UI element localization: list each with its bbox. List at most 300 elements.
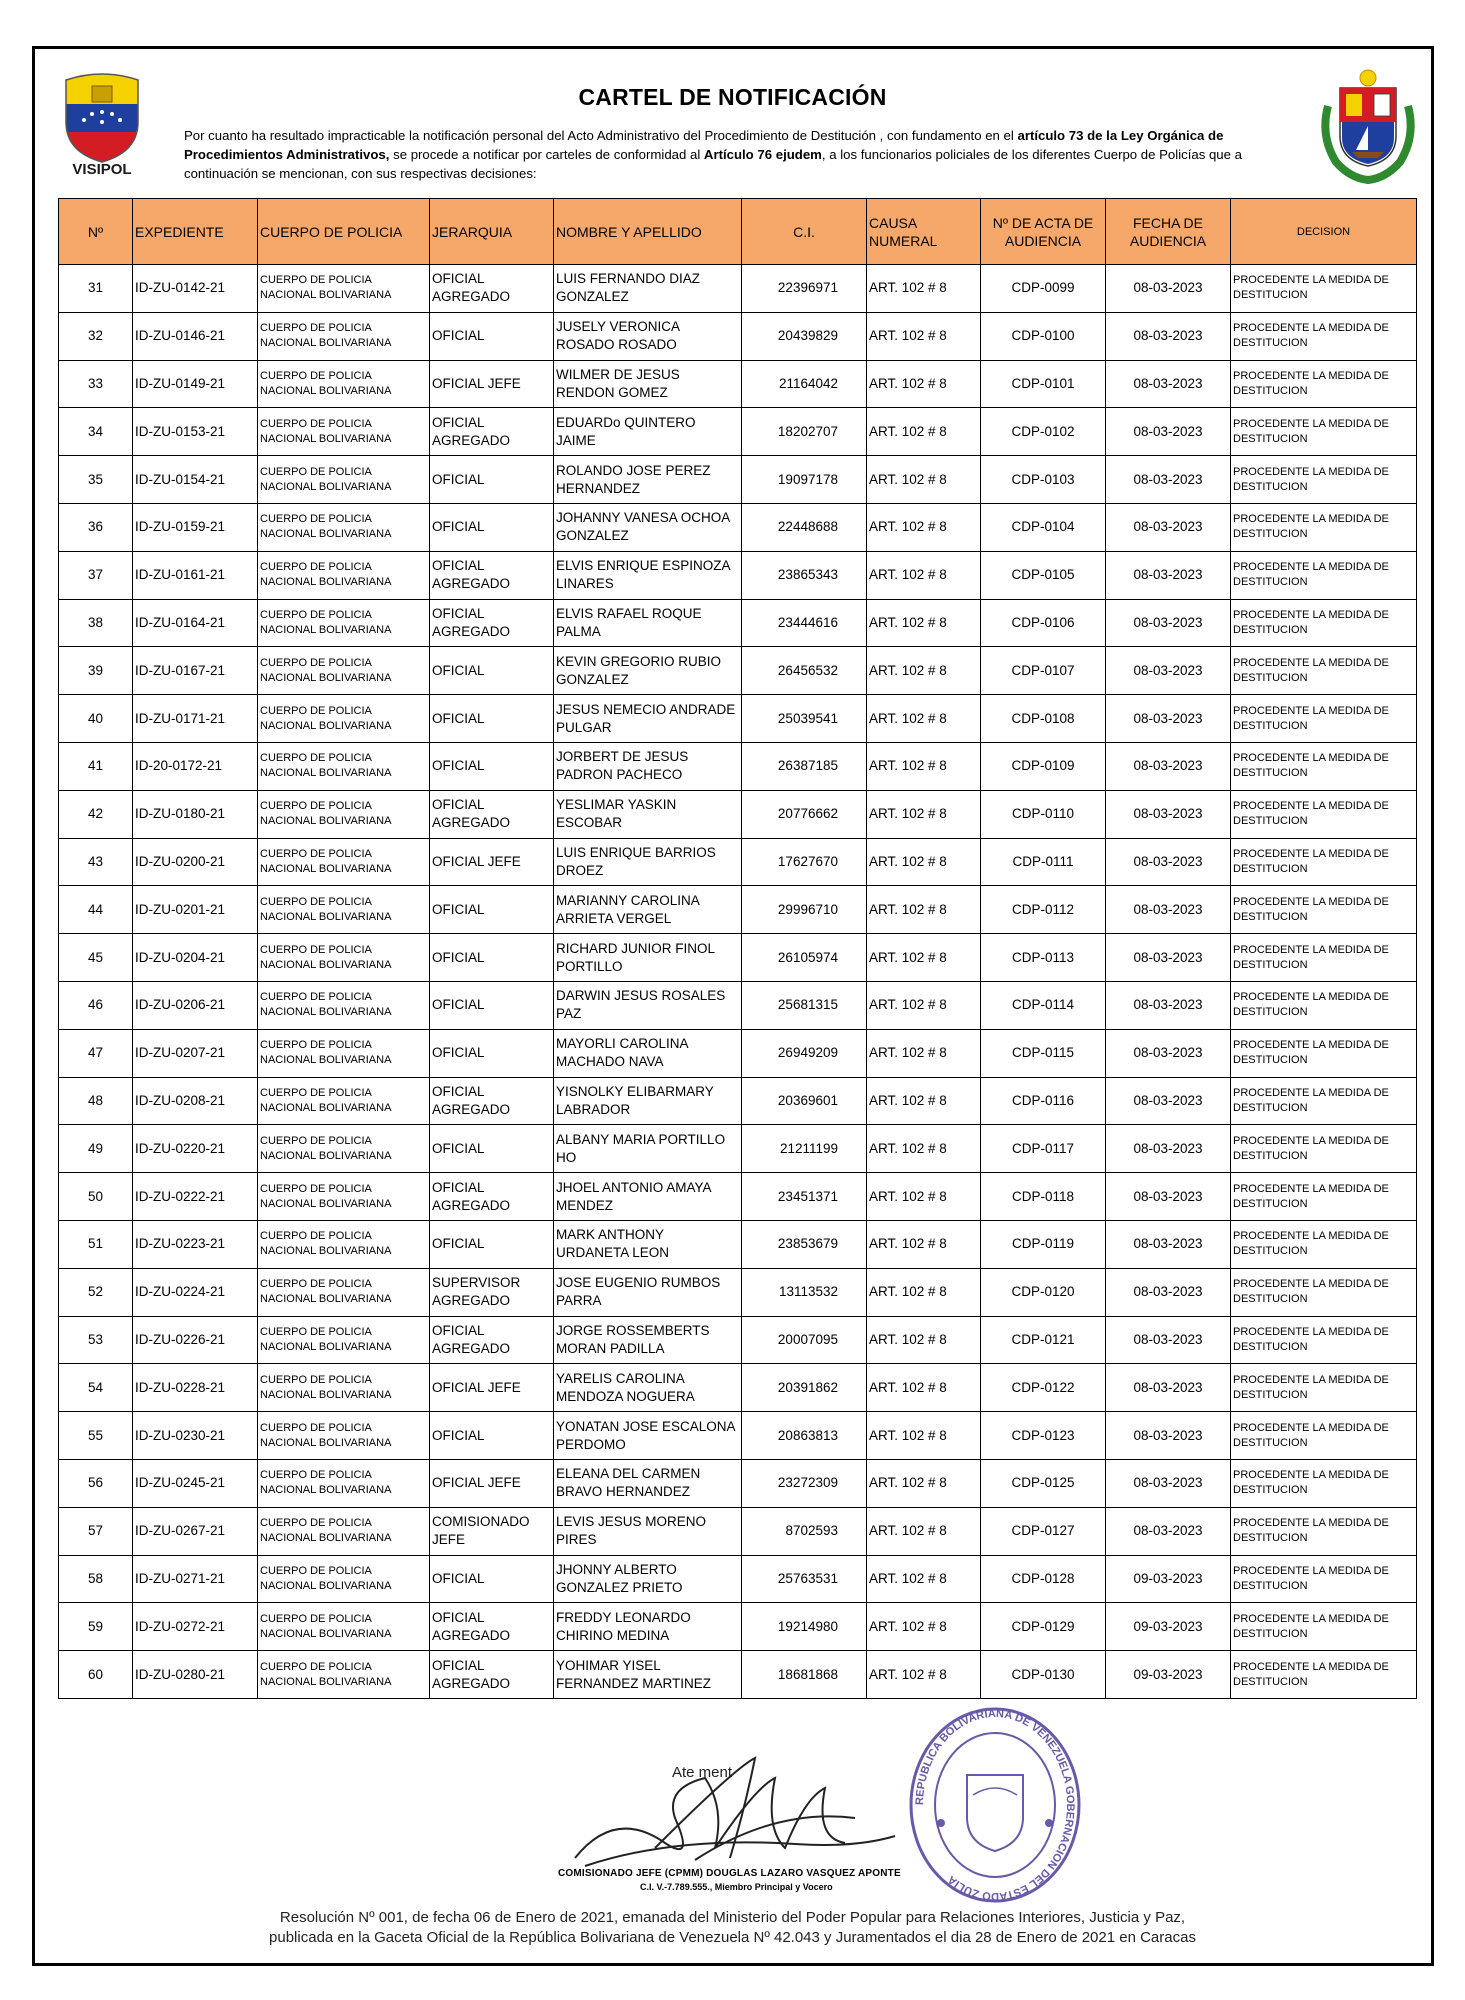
cell-expediente: ID-ZU-0201-21 [133,886,258,934]
cell-decision: PROCEDENTE LA MEDIDA DE DESTITUCION [1231,551,1417,599]
cell-nombre: ALBANY MARIA PORTILLO HO [554,1125,742,1173]
cell-acta: CDP-0120 [981,1268,1106,1316]
cell-cuerpo: CUERPO DE POLICIA NACIONAL BOLIVARIANA [258,1077,430,1125]
cell-decision: PROCEDENTE LA MEDIDA DE DESTITUCION [1231,790,1417,838]
cell-num: 34 [59,408,133,456]
notification-table [58,198,1417,1699]
cell-decision: PROCEDENTE LA MEDIDA DE DESTITUCION [1231,360,1417,408]
svg-text:VISIPOL: VISIPOL [72,161,132,178]
cell-jerarquia: OFICIAL JEFE [430,1459,554,1507]
cell-acta: CDP-0101 [981,360,1106,408]
table-row [59,1125,1417,1173]
cell-cuerpo: CUERPO DE POLICIA NACIONAL BOLIVARIANA [258,1603,430,1651]
cell-fecha: 08-03-2023 [1106,981,1231,1029]
cell-expediente: ID-ZU-0230-21 [133,1412,258,1460]
cell-jerarquia: OFICIAL AGREGADO [430,1651,554,1699]
cell-decision: PROCEDENTE LA MEDIDA DE DESTITUCION [1231,408,1417,456]
cell-fecha: 08-03-2023 [1106,1125,1231,1173]
cell-expediente: ID-ZU-0146-21 [133,312,258,360]
cell-jerarquia: OFICIAL [430,503,554,551]
table-row [59,934,1417,982]
cell-expediente: ID-ZU-0224-21 [133,1268,258,1316]
cell-ci: 18202707 [742,408,867,456]
cell-causa: ART. 102 # 8 [867,1459,981,1507]
cell-num: 46 [59,981,133,1029]
cell-nombre: JOHANNY VANESA OCHOA GONZALEZ [554,503,742,551]
header-fecha: FECHA DE AUDIENCIA [1106,199,1231,265]
cell-causa: ART. 102 # 8 [867,1651,981,1699]
cell-jerarquia: OFICIAL [430,981,554,1029]
cell-cuerpo: CUERPO DE POLICIA NACIONAL BOLIVARIANA [258,312,430,360]
cell-num: 51 [59,1220,133,1268]
table-row [59,1603,1417,1651]
cell-jerarquia: OFICIAL JEFE [430,360,554,408]
cell-ci: 13113532 [742,1268,867,1316]
cell-fecha: 08-03-2023 [1106,265,1231,313]
cell-nombre: YESLIMAR YASKIN ESCOBAR [554,790,742,838]
cell-num: 33 [59,360,133,408]
svg-text:REPUBLICA BOLIVARIANA DE VENEZ: REPUBLICA BOLIVARIANA DE VENEZUELA GOBERNACION DEL ESTADO ZULIA [913,1707,1077,1903]
cell-expediente: ID-ZU-0271-21 [133,1555,258,1603]
cell-cuerpo: CUERPO DE POLICIA NACIONAL BOLIVARIANA [258,1173,430,1221]
cell-expediente: ID-ZU-0222-21 [133,1173,258,1221]
cell-causa: ART. 102 # 8 [867,503,981,551]
cell-nombre: YARELIS CAROLINA MENDOZA NOGUERA [554,1364,742,1412]
header-num: Nº [59,199,133,265]
cell-ci: 23444616 [742,599,867,647]
cell-causa: ART. 102 # 8 [867,934,981,982]
cell-cuerpo: CUERPO DE POLICIA NACIONAL BOLIVARIANA [258,1459,430,1507]
table-row [59,838,1417,886]
cell-expediente: ID-ZU-0171-21 [133,695,258,743]
header-expediente: EXPEDIENTE [133,199,258,265]
cell-ci: 21211199 [742,1125,867,1173]
cell-acta: CDP-0106 [981,599,1106,647]
cell-decision: PROCEDENTE LA MEDIDA DE DESTITUCION [1231,1603,1417,1651]
cell-fecha: 08-03-2023 [1106,1077,1231,1125]
cell-nombre: JORGE ROSSEMBERTS MORAN PADILLA [554,1316,742,1364]
table-row [59,1316,1417,1364]
cell-fecha: 08-03-2023 [1106,1268,1231,1316]
cell-fecha: 08-03-2023 [1106,1173,1231,1221]
cell-expediente: ID-ZU-0207-21 [133,1029,258,1077]
cell-causa: ART. 102 # 8 [867,599,981,647]
table-row [59,981,1417,1029]
cell-ci: 23272309 [742,1459,867,1507]
cell-ci: 26105974 [742,934,867,982]
cell-nombre: JORBERT DE JESUS PADRON PACHECO [554,742,742,790]
table-row [59,1268,1417,1316]
table-row [59,1507,1417,1555]
cell-num: 54 [59,1364,133,1412]
table-row [59,1555,1417,1603]
cell-decision: PROCEDENTE LA MEDIDA DE DESTITUCION [1231,1507,1417,1555]
cell-expediente: ID-20-0172-21 [133,742,258,790]
cell-acta: CDP-0117 [981,1125,1106,1173]
cell-decision: PROCEDENTE LA MEDIDA DE DESTITUCION [1231,312,1417,360]
cell-decision: PROCEDENTE LA MEDIDA DE DESTITUCION [1231,981,1417,1029]
table-row [59,886,1417,934]
cell-num: 32 [59,312,133,360]
cell-jerarquia: OFICIAL [430,742,554,790]
cell-cuerpo: CUERPO DE POLICIA NACIONAL BOLIVARIANA [258,1220,430,1268]
cell-num: 49 [59,1125,133,1173]
cell-num: 37 [59,551,133,599]
cell-cuerpo: CUERPO DE POLICIA NACIONAL BOLIVARIANA [258,503,430,551]
cell-jerarquia: OFICIAL [430,1220,554,1268]
cell-acta: CDP-0118 [981,1173,1106,1221]
cell-expediente: ID-ZU-0208-21 [133,1077,258,1125]
cell-cuerpo: CUERPO DE POLICIA NACIONAL BOLIVARIANA [258,599,430,647]
cell-causa: ART. 102 # 8 [867,1364,981,1412]
cell-expediente: ID-ZU-0167-21 [133,647,258,695]
cell-jerarquia: OFICIAL [430,934,554,982]
cell-nombre: YISNOLKY ELIBARMARY LABRADOR [554,1077,742,1125]
cell-decision: PROCEDENTE LA MEDIDA DE DESTITUCION [1231,265,1417,313]
cell-ci: 18681868 [742,1651,867,1699]
cell-acta: CDP-0125 [981,1459,1106,1507]
cell-num: 60 [59,1651,133,1699]
cell-cuerpo: CUERPO DE POLICIA NACIONAL BOLIVARIANA [258,981,430,1029]
header-nombre: NOMBRE Y APELLIDO [554,199,742,265]
cell-fecha: 08-03-2023 [1106,1507,1231,1555]
cell-nombre: MARK ANTHONY URDANETA LEON [554,1220,742,1268]
cell-num: 44 [59,886,133,934]
cell-ci: 20391862 [742,1364,867,1412]
table-header-row [59,199,1417,265]
cell-expediente: ID-ZU-0206-21 [133,981,258,1029]
cell-num: 35 [59,456,133,504]
cell-num: 56 [59,1459,133,1507]
cell-expediente: ID-ZU-0159-21 [133,503,258,551]
cell-acta: CDP-0115 [981,1029,1106,1077]
cell-fecha: 08-03-2023 [1106,551,1231,599]
cell-decision: PROCEDENTE LA MEDIDA DE DESTITUCION [1231,934,1417,982]
cell-ci: 20007095 [742,1316,867,1364]
cell-decision: PROCEDENTE LA MEDIDA DE DESTITUCION [1231,1268,1417,1316]
cell-fecha: 08-03-2023 [1106,934,1231,982]
header-decision: DECISION [1231,199,1417,265]
cell-causa: ART. 102 # 8 [867,695,981,743]
cell-cuerpo: CUERPO DE POLICIA NACIONAL BOLIVARIANA [258,934,430,982]
cell-acta: CDP-0108 [981,695,1106,743]
cell-expediente: ID-ZU-0223-21 [133,1220,258,1268]
cell-causa: ART. 102 # 8 [867,360,981,408]
signer-role: C.I. V.-7.789.555., Miembro Principal y Vocero [640,1882,833,1892]
signer-name: COMISIONADO JEFE (CPMM) DOUGLAS LAZARO VASQUEZ APONTE [558,1868,901,1879]
cell-jerarquia: OFICIAL AGREGADO [430,599,554,647]
cell-acta: CDP-0129 [981,1603,1106,1651]
cell-cuerpo: CUERPO DE POLICIA NACIONAL BOLIVARIANA [258,1651,430,1699]
footer-line-2: publicada en la Gaceta Oficial de la República Bolivariana de Venezuela Nº 42.043 y Juramentados el dia 28 de Enero de 2021 en Caracas [269,1929,1196,1946]
cell-causa: ART. 102 # 8 [867,1029,981,1077]
cell-num: 59 [59,1603,133,1651]
cell-decision: PROCEDENTE LA MEDIDA DE DESTITUCION [1231,1651,1417,1699]
cell-cuerpo: CUERPO DE POLICIA NACIONAL BOLIVARIANA [258,360,430,408]
cell-acta: CDP-0127 [981,1507,1106,1555]
cell-num: 36 [59,503,133,551]
cell-ci: 21164042 [742,360,867,408]
cell-jerarquia: OFICIAL [430,312,554,360]
table-row [59,1412,1417,1460]
cell-nombre: LUIS FERNANDO DIAZ GONZALEZ [554,265,742,313]
official-seal-stamp [905,1705,1085,1905]
cell-acta: CDP-0123 [981,1412,1106,1460]
cell-acta: CDP-0128 [981,1555,1106,1603]
cell-nombre: WILMER DE JESUS RENDON GOMEZ [554,360,742,408]
cell-cuerpo: CUERPO DE POLICIA NACIONAL BOLIVARIANA [258,790,430,838]
cell-nombre: MAYORLI CAROLINA MACHADO NAVA [554,1029,742,1077]
cell-decision: PROCEDENTE LA MEDIDA DE DESTITUCION [1231,503,1417,551]
cell-num: 42 [59,790,133,838]
cell-acta: CDP-0102 [981,408,1106,456]
cell-cuerpo: CUERPO DE POLICIA NACIONAL BOLIVARIANA [258,695,430,743]
cell-causa: ART. 102 # 8 [867,551,981,599]
cell-causa: ART. 102 # 8 [867,886,981,934]
cell-decision: PROCEDENTE LA MEDIDA DE DESTITUCION [1231,1555,1417,1603]
cell-fecha: 08-03-2023 [1106,408,1231,456]
cell-ci: 25681315 [742,981,867,1029]
table-row [59,695,1417,743]
cell-nombre: MARIANNY CAROLINA ARRIETA VERGEL [554,886,742,934]
cell-nombre: JESUS NEMECIO ANDRADE PULGAR [554,695,742,743]
cell-nombre: FREDDY LEONARDO CHIRINO MEDINA [554,1603,742,1651]
cell-fecha: 09-03-2023 [1106,1555,1231,1603]
footer-line-1: Resolución Nº 001, de fecha 06 de Enero de 2021, emanada del Ministerio del Poder Popular para Relaciones Interiores, Justicia y Paz, [279,1909,1186,1926]
cell-decision: PROCEDENTE LA MEDIDA DE DESTITUCION [1231,1364,1417,1412]
cell-jerarquia: OFICIAL [430,1412,554,1460]
cell-causa: ART. 102 # 8 [867,1125,981,1173]
header-ci: C.I. [742,199,867,265]
cell-nombre: JUSELY VERONICA ROSADO ROSADO [554,312,742,360]
cell-decision: PROCEDENTE LA MEDIDA DE DESTITUCION [1231,456,1417,504]
cell-decision: PROCEDENTE LA MEDIDA DE DESTITUCION [1231,1173,1417,1221]
cell-expediente: ID-ZU-0204-21 [133,934,258,982]
cell-cuerpo: CUERPO DE POLICIA NACIONAL BOLIVARIANA [258,551,430,599]
cell-decision: PROCEDENTE LA MEDIDA DE DESTITUCION [1231,1220,1417,1268]
cell-cuerpo: CUERPO DE POLICIA NACIONAL BOLIVARIANA [258,1507,430,1555]
cell-cuerpo: CUERPO DE POLICIA NACIONAL BOLIVARIANA [258,1412,430,1460]
cell-cuerpo: CUERPO DE POLICIA NACIONAL BOLIVARIANA [258,1268,430,1316]
cell-fecha: 09-03-2023 [1106,1651,1231,1699]
cell-acta: CDP-0112 [981,886,1106,934]
cell-ci: 23853679 [742,1220,867,1268]
cell-causa: ART. 102 # 8 [867,1412,981,1460]
table-row [59,1173,1417,1221]
cell-nombre: JOSE EUGENIO RUMBOS PARRA [554,1268,742,1316]
cell-causa: ART. 102 # 8 [867,647,981,695]
cell-cuerpo: CUERPO DE POLICIA NACIONAL BOLIVARIANA [258,838,430,886]
cell-cuerpo: CUERPO DE POLICIA NACIONAL BOLIVARIANA [258,742,430,790]
cell-decision: PROCEDENTE LA MEDIDA DE DESTITUCION [1231,1029,1417,1077]
cell-acta: CDP-0116 [981,1077,1106,1125]
cell-causa: ART. 102 # 8 [867,1507,981,1555]
cell-num: 40 [59,695,133,743]
cell-fecha: 08-03-2023 [1106,1029,1231,1077]
cell-num: 58 [59,1555,133,1603]
cell-expediente: ID-ZU-0280-21 [133,1651,258,1699]
cell-causa: ART. 102 # 8 [867,1316,981,1364]
cell-jerarquia: OFICIAL [430,886,554,934]
cell-fecha: 08-03-2023 [1106,599,1231,647]
cell-expediente: ID-ZU-0267-21 [133,1507,258,1555]
cell-num: 50 [59,1173,133,1221]
cell-num: 45 [59,934,133,982]
cell-acta: CDP-0122 [981,1364,1106,1412]
table-row [59,647,1417,695]
cell-num: 41 [59,742,133,790]
document-title: CARTEL DE NOTIFICACIÓN [578,84,887,110]
table-row [59,599,1417,647]
cell-num: 31 [59,265,133,313]
cell-jerarquia: OFICIAL [430,1125,554,1173]
cell-ci: 17627670 [742,838,867,886]
cell-ci: 23865343 [742,551,867,599]
cell-jerarquia: OFICIAL [430,456,554,504]
table-row [59,1077,1417,1125]
handwritten-signature [555,1748,915,1883]
cell-causa: ART. 102 # 8 [867,265,981,313]
cell-ci: 26949209 [742,1029,867,1077]
cell-nombre: YONATAN JOSE ESCALONA PERDOMO [554,1412,742,1460]
cell-acta: CDP-0110 [981,790,1106,838]
cell-nombre: JHONNY ALBERTO GONZALEZ PRIETO [554,1555,742,1603]
cell-num: 53 [59,1316,133,1364]
cell-cuerpo: CUERPO DE POLICIA NACIONAL BOLIVARIANA [258,1316,430,1364]
cell-nombre: KEVIN GREGORIO RUBIO GONZALEZ [554,647,742,695]
cell-ci: 26387185 [742,742,867,790]
cell-cuerpo: CUERPO DE POLICIA NACIONAL BOLIVARIANA [258,1029,430,1077]
cell-jerarquia: OFICIAL AGREGADO [430,1173,554,1221]
cell-ci: 8702593 [742,1507,867,1555]
cell-ci: 19214980 [742,1603,867,1651]
cell-jerarquia: OFICIAL AGREGADO [430,408,554,456]
cell-expediente: ID-ZU-0200-21 [133,838,258,886]
cell-jerarquia: OFICIAL [430,1555,554,1603]
cell-causa: ART. 102 # 8 [867,1555,981,1603]
cell-fecha: 08-03-2023 [1106,790,1231,838]
cell-num: 52 [59,1268,133,1316]
cell-causa: ART. 102 # 8 [867,838,981,886]
cell-cuerpo: CUERPO DE POLICIA NACIONAL BOLIVARIANA [258,1364,430,1412]
footer-resolution [0,1908,1465,1948]
cell-fecha: 09-03-2023 [1106,1603,1231,1651]
cell-decision: PROCEDENTE LA MEDIDA DE DESTITUCION [1231,1459,1417,1507]
table-row [59,790,1417,838]
cell-num: 57 [59,1507,133,1555]
cell-fecha: 08-03-2023 [1106,360,1231,408]
cell-ci: 20369601 [742,1077,867,1125]
header-acta: Nº DE ACTA DE AUDIENCIA [981,199,1106,265]
cell-decision: PROCEDENTE LA MEDIDA DE DESTITUCION [1231,647,1417,695]
cell-expediente: ID-ZU-0228-21 [133,1364,258,1412]
cell-jerarquia: OFICIAL AGREGADO [430,1077,554,1125]
attest-text: Ate ment [672,1764,733,1781]
cell-causa: ART. 102 # 8 [867,1173,981,1221]
cell-jerarquia: OFICIAL [430,647,554,695]
cell-expediente: ID-ZU-0149-21 [133,360,258,408]
cell-cuerpo: CUERPO DE POLICIA NACIONAL BOLIVARIANA [258,1555,430,1603]
cell-causa: ART. 102 # 8 [867,981,981,1029]
cell-jerarquia: OFICIAL AGREGADO [430,1603,554,1651]
cell-causa: ART. 102 # 8 [867,456,981,504]
cell-jerarquia: OFICIAL AGREGADO [430,1316,554,1364]
cell-expediente: ID-ZU-0245-21 [133,1459,258,1507]
cell-ci: 20863813 [742,1412,867,1460]
cell-cuerpo: CUERPO DE POLICIA NACIONAL BOLIVARIANA [258,265,430,313]
cell-nombre: YOHIMAR YISEL FERNANDEZ MARTINEZ [554,1651,742,1699]
cell-nombre: JHOEL ANTONIO AMAYA MENDEZ [554,1173,742,1221]
cell-expediente: ID-ZU-0226-21 [133,1316,258,1364]
cell-acta: CDP-0121 [981,1316,1106,1364]
intro-paragraph: Por cuanto ha resultado impracticable la notificación personal del Acto Administrativo del Procedimiento de Destitución , con fundamento en el artículo 73 de la Ley Orgánica de Procedimientos Administrativos, se procede a notificar por carteles de conformidad al Artículo 76 ejudem, a los funcionarios policiales de los diferentes Cuerpo de Policías que a continuación se mencionan, con sus respectivas decisiones: [184,128,1242,181]
cell-acta: CDP-0104 [981,503,1106,551]
cell-nombre: ELVIS ENRIQUE ESPINOZA LINARES [554,551,742,599]
cell-ci: 22396971 [742,265,867,313]
cell-acta: CDP-0114 [981,981,1106,1029]
cell-num: 38 [59,599,133,647]
cell-acta: CDP-0103 [981,456,1106,504]
header-causa: CAUSA NUMERAL [867,199,981,265]
cell-ci: 26456532 [742,647,867,695]
cell-fecha: 08-03-2023 [1106,838,1231,886]
cell-nombre: ROLANDO JOSE PEREZ HERNANDEZ [554,456,742,504]
cell-decision: PROCEDENTE LA MEDIDA DE DESTITUCION [1231,1412,1417,1460]
cell-decision: PROCEDENTE LA MEDIDA DE DESTITUCION [1231,742,1417,790]
cell-cuerpo: CUERPO DE POLICIA NACIONAL BOLIVARIANA [258,1125,430,1173]
header-cuerpo: CUERPO DE POLICIA [258,199,430,265]
cell-causa: ART. 102 # 8 [867,1603,981,1651]
cell-jerarquia: OFICIAL [430,695,554,743]
table-row [59,408,1417,456]
cell-ci: 20776662 [742,790,867,838]
cell-expediente: ID-ZU-0142-21 [133,265,258,313]
cell-decision: PROCEDENTE LA MEDIDA DE DESTITUCION [1231,838,1417,886]
cell-cuerpo: CUERPO DE POLICIA NACIONAL BOLIVARIANA [258,886,430,934]
cell-ci: 25763531 [742,1555,867,1603]
cell-jerarquia: SUPERVISOR AGREGADO [430,1268,554,1316]
table-row [59,456,1417,504]
cell-expediente: ID-ZU-0154-21 [133,456,258,504]
cell-cuerpo: CUERPO DE POLICIA NACIONAL BOLIVARIANA [258,408,430,456]
table-row [59,1364,1417,1412]
table-row [59,360,1417,408]
cell-acta: CDP-0107 [981,647,1106,695]
cell-expediente: ID-ZU-0272-21 [133,1603,258,1651]
cell-acta: CDP-0099 [981,265,1106,313]
cell-fecha: 08-03-2023 [1106,1412,1231,1460]
cell-nombre: LEVIS JESUS MORENO PIRES [554,1507,742,1555]
cell-fecha: 08-03-2023 [1106,1364,1231,1412]
cell-fecha: 08-03-2023 [1106,647,1231,695]
cell-fecha: 08-03-2023 [1106,1459,1231,1507]
cell-expediente: ID-ZU-0164-21 [133,599,258,647]
cell-acta: CDP-0130 [981,1651,1106,1699]
cell-acta: CDP-0100 [981,312,1106,360]
cell-nombre: ELEANA DEL CARMEN BRAVO HERNANDEZ [554,1459,742,1507]
header-jerarquia: JERARQUIA [430,199,554,265]
cell-acta: CDP-0111 [981,838,1106,886]
cell-expediente: ID-ZU-0153-21 [133,408,258,456]
table-body [59,265,1417,1699]
table-row [59,1459,1417,1507]
cell-causa: ART. 102 # 8 [867,742,981,790]
cell-ci: 23451371 [742,1173,867,1221]
table-row [59,312,1417,360]
cell-ci: 29996710 [742,886,867,934]
cell-acta: CDP-0109 [981,742,1106,790]
cell-decision: PROCEDENTE LA MEDIDA DE DESTITUCION [1231,1125,1417,1173]
